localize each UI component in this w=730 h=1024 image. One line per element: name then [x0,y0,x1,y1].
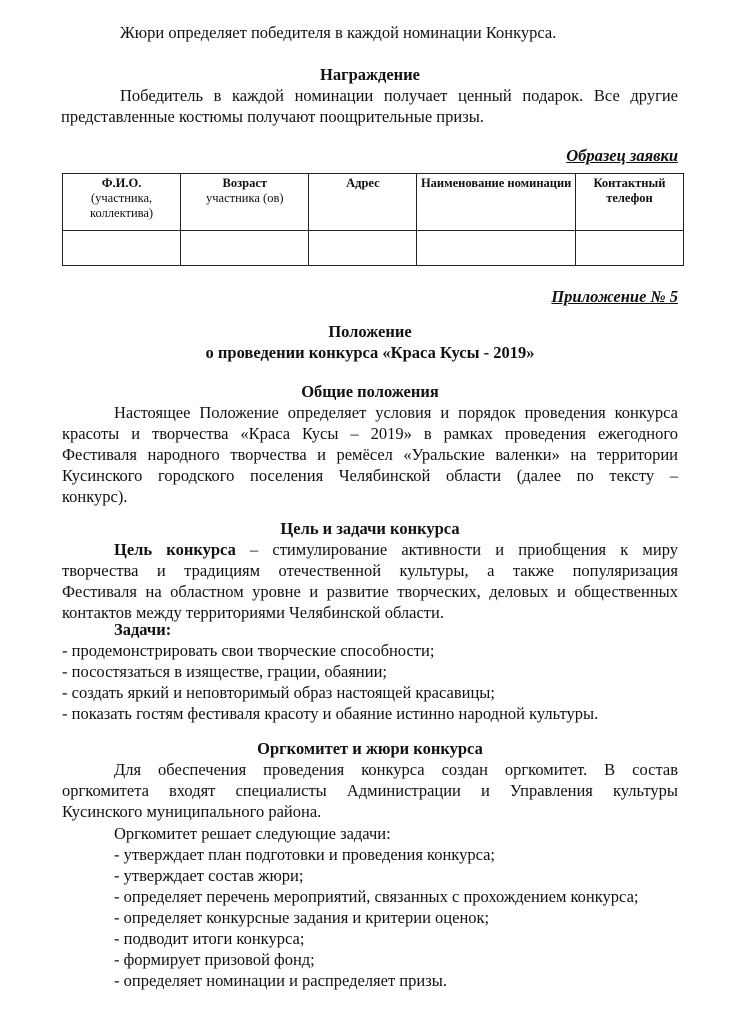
paragraph-line: красоты и творчества «Краса Кусы – 2019» в рамках проведения ежегодного [62,424,678,443]
paragraph-line: Кусинского муниципального района. [62,802,322,821]
list-item: - определяет перечень мероприятий, связанных с прохождением конкурса; [114,887,639,906]
awards-line: представленные костюмы получают поощрительные призы. [61,107,484,126]
table-header-cell: Ф.И.О. (участника, коллектива) [63,174,181,231]
table-row [63,231,684,266]
list-item: - показать гостям фестиваля красоту и обаяние истинно народной культуры. [62,704,599,723]
awards-paragraph [62,85,678,127]
awards-heading: Награждение [320,65,420,84]
list-item: - определяет конкурсные задания и критерии оценок; [114,908,490,927]
committee-task-list [114,844,680,991]
goals-paragraph [62,539,678,623]
paragraph-line: Для обеспечения проведения конкурса создан оргкомитет. В состав [114,760,678,779]
table-cell [63,231,181,266]
table-header-cell: Возраст участника (ов) [181,174,309,231]
list-item: - определяет номинации и распределяет призы. [114,971,447,990]
appendix-label: Приложение № 5 [551,287,678,306]
committee-paragraph [62,759,678,822]
list-item: - посостязаться в изяществе, грации, обаянии; [62,662,387,681]
table-cell [309,231,417,266]
list-item: - продемонстрировать свои творческие способности; [62,641,435,660]
table-cell [417,231,576,266]
list-item: - утверждает план подготовки и проведения конкурса; [114,845,496,864]
general-paragraph [62,402,678,507]
committee-tasks-intro: Оргкомитет решает следующие задачи: [114,824,391,843]
application-table [62,173,684,266]
paragraph-line: творчества и традициям отечественной культуры, а также популяризация [62,561,678,580]
goals-heading: Цель и задачи конкурса [280,519,460,538]
table-header-cell: Адрес [309,174,417,231]
paragraph-line: оргкомитета входят специалисты Администрации и Управления культуры [62,781,678,800]
list-item: - подводит итоги конкурса; [114,929,305,948]
top-line: Жюри определяет победителя в каждой номинации Конкурса. [120,23,557,42]
list-item: - утверждает состав жюри; [114,866,304,885]
list-item: - создать яркий и неповторимый образ настоящей красавицы; [62,683,495,702]
committee-heading: Оргкомитет и жюри конкурса [257,739,483,758]
paragraph-line: Настоящее Положение определяет условия и порядок проведения конкурса [114,403,678,422]
paragraph-line: Фестиваля на областном уровне и развитие творческих, деловых и общественных [62,582,678,601]
table-header-row [63,174,684,231]
general-heading: Общие положения [301,382,439,401]
goals-task-list [62,640,678,724]
paragraph-line: контактов между территориями Челябинской области. [62,603,444,622]
paragraph-line: Цель конкурса – стимулирование активности и приобщения к миру [114,540,678,559]
awards-line: Победитель в каждой номинации получает ценный подарок. Все другие [120,86,678,105]
table-header-cell: Контактный телефон [575,174,683,231]
goal-term: Цель конкурса [114,540,236,559]
document-title: Положение о проведении конкурса «Краса Кусы - 2019» [205,322,535,362]
paragraph-line: Кусинского городского поселения Челябинской области (далее по тексту – [62,466,678,485]
table-cell [181,231,309,266]
tasks-label: Задачи: [114,620,172,639]
paragraph-line: Фестиваля народного творчества и ремёсел «Уральские валенки» на территории [62,445,678,464]
paragraph-line: конкурс). [62,487,128,506]
table-cell [575,231,683,266]
sample-label: Образец заявки [566,146,678,165]
list-item: - формирует призовой фонд; [114,950,315,969]
table-header-cell: Наименование номинации [417,174,576,231]
